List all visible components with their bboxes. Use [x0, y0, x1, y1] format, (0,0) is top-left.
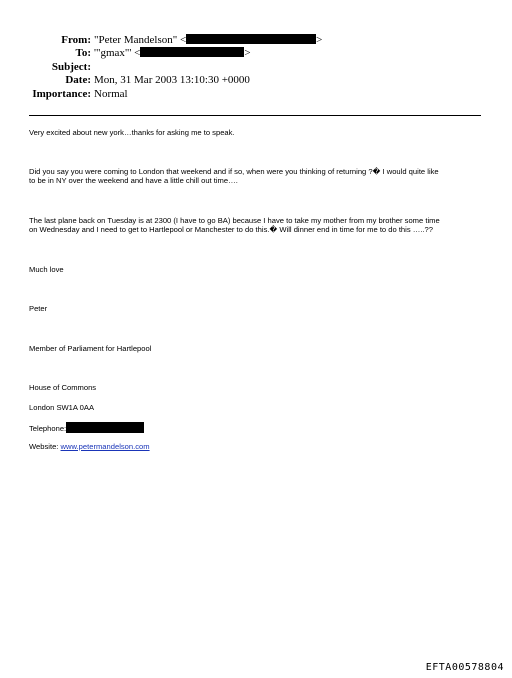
body-paragraph-2-line-1: Did you say you were coming to London that weekend and if so, when were you thinking of returning ?� I would quite like: [29, 167, 439, 176]
body-paragraph-1: Very excited about new york…thanks for asking me to speak.: [29, 128, 235, 137]
signature-role: Member of Parliament for Hartlepool: [29, 344, 152, 353]
subject-label: Subject:: [51, 61, 91, 73]
body-paragraph-2-line-2: to be in NY over the weekend and have a little chill out time….: [29, 176, 238, 185]
importance-value: Normal: [94, 88, 128, 100]
website-link[interactable]: www.petermandelson.com: [60, 442, 150, 451]
to-tail: >: [244, 47, 251, 59]
body-paragraph-3-line-1: The last plane back on Tuesday is at 2300 (I have to go BA) because I have to take my mother from my brother some time: [29, 216, 440, 225]
signature-address-line-2: London SW1A 0AA: [29, 403, 95, 412]
signature-address-line-1: House of Commons: [29, 383, 97, 392]
redaction-block: [66, 422, 144, 433]
document-id-stamp: EFTA00578804: [425, 662, 504, 673]
telephone-label: Telephone:: [29, 424, 67, 433]
website-label: Website:: [29, 442, 59, 451]
importance-label: Importance:: [32, 88, 91, 100]
redaction-block: [140, 47, 244, 57]
header-divider: [29, 115, 481, 116]
from-value: "Peter Mandelson" <: [94, 34, 187, 46]
header-date-row: [0, 73, 512, 88]
header-importance-row: [0, 87, 512, 102]
body-paragraph-3-line-2: on Wednesday and I need to get to Hartlepool or Manchester to do this.� Will dinner end in time for me to do this …..??: [29, 225, 434, 234]
signature-website-row: [29, 442, 489, 452]
signature-telephone-row: [29, 422, 489, 434]
from-label: From:: [61, 34, 91, 46]
date-value: Mon, 31 Mar 2003 13:10:30 +0000: [94, 74, 250, 86]
header-to-row: [0, 46, 512, 61]
redaction-block: [186, 34, 316, 44]
to-label: To:: [75, 47, 91, 59]
from-tail: >: [316, 34, 323, 46]
closing-text: Much love: [29, 265, 64, 274]
date-label: Date:: [65, 74, 91, 86]
signature-name: Peter: [29, 304, 48, 313]
to-value: '"gmax"' <: [94, 47, 141, 59]
